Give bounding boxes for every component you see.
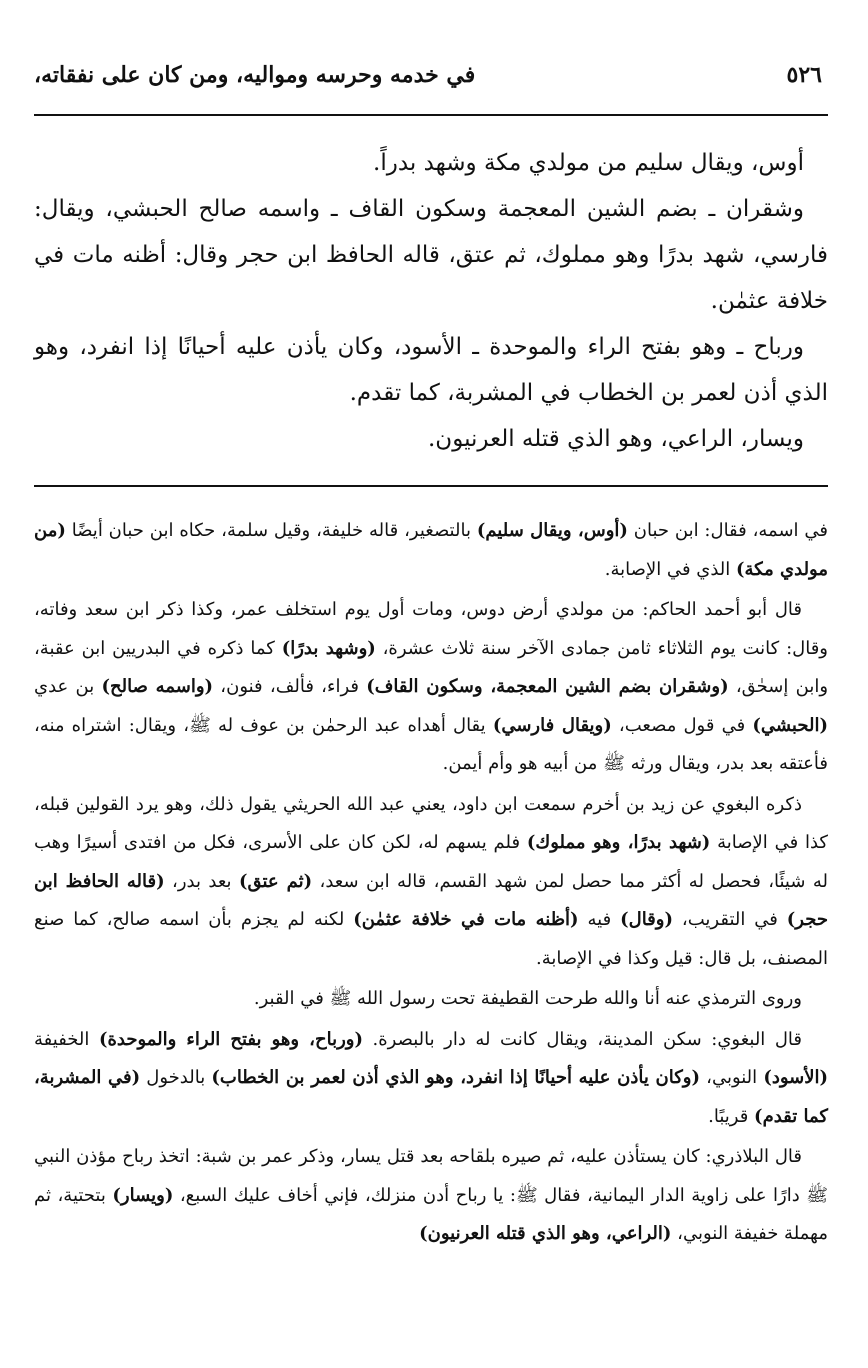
quoted-phrase: (الراعي، وهو الذي قتله العرنيون) [419,1223,672,1244]
quoted-phrase: (الحبشي) [752,714,828,736]
commentary-paragraph [34,980,828,1019]
commentary-paragraph [34,591,828,784]
quoted-phrase: (وشقران بضم الشين المعجمة، وسكون القاف) [366,676,729,697]
quoted-phrase: (ورباح، وهو بفتح الراء والموحدة) [98,1028,363,1050]
commentary-text: فراء، فألف، فنون، [213,676,367,697]
quoted-phrase: (ثم عتق) [238,870,313,892]
commentary [34,512,828,1256]
commentary-text: بالدخول [140,1067,212,1088]
commentary-text: في التقريب، [673,909,787,930]
commentary-text: يقال أهداه عبد الرحمٰن بن عوف له ﷺ، ويقال: اشتراه منه، فأعتقه بعد بدر، ويقال ورثه ﷺ من أبيه هو وأم أيمن. [34,714,828,774]
commentary-text: قال البلاذري: كان يستأذن عليه، ثم صيره بلقاحه بعد قتل يسار، وذكر عمر بن شبة: اتخذ رباح مؤذن النبي ﷺ دارًا على زاوية الدار اليمانية، فقال ﷺ: يا رباح أدن منزلك، فإني أخاف عليك السبع، [34,1146,828,1206]
commentary-text: بن عدي [34,676,102,697]
quoted-phrase: (واسمه صالح) [101,676,214,697]
quoted-phrase: (ويقال فارسي) [492,714,612,736]
quoted-phrase: (من مولدي مكة) [34,520,828,580]
commentary-text: كما ذكره في البدريين ابن عقبة، وابن إسحٰق، [34,637,829,697]
commentary-text: فلم يسهم له، لكن كان على الأسرى، فكل من افتدى أسيرًا وهب له شيئًا، فحصل له أكثر مما حصل لمن شهد القسم، قاله ابن سعد، [34,832,828,892]
book-page [34,0,828,1368]
quoted-phrase: (في المشربة، كما تقدم) [34,1067,828,1127]
main-paragraph: أوس، ويقال سليم من مولدي مكة وشهد بدراً. [373,150,804,176]
main-paragraph: ويسار، الراعي، وهو الذي قتله العرنيون. [428,426,804,452]
quoted-phrase: (وكان يأذن عليه أحيانًا إذا انفرد، وهو الذي أذن لعمر بن الخطاب) [211,1067,700,1088]
commentary-paragraph [34,512,828,589]
quoted-phrase: (أظنه مات في خلافة عثمٰن) [353,909,579,930]
commentary-text: في قول مصعب، [611,714,753,736]
commentary-text: بتحتية، ثم مهملة خفيفة النوبي، [34,1184,828,1244]
quoted-phrase: (الأسود) [763,1067,829,1088]
commentary-text: قال البغوي: سكن المدينة، ويقال كانت له دار بالبصرة. [363,1028,802,1050]
quoted-phrase: (ويسار) [112,1184,174,1206]
quoted-phrase: (شهد بدرًا، وهو مملوك) [526,832,711,853]
quoted-phrase: (وقال) [620,909,673,930]
commentary-text: لكنه لم يجزم بأن اسمه صالح، كما صنع المصنف، بل قال: قيل وكذا في الإصابة. [34,909,828,969]
main-paragraph: ورباح ـ وهو بفتح الراء والموحدة ـ الأسود، وكان يأذن عليه أحيانًا إذا انفرد، وهو الذي أذن لعمر بن الخطاب في المشربة، كما تقدم. [34,334,828,406]
running-title: في خدمه وحرسه ومواليه، ومن كان على نفقاته، [34,62,476,88]
commentary-text: بعد بدر، [164,870,239,892]
commentary-text: فيه [578,909,621,930]
quoted-phrase: (قاله الحافظ ابن حجر) [34,870,828,930]
commentary-text: الذي في الإصابة. [604,558,737,580]
commentary-text: بالتصغير، قاله خليفة، وقيل سلمة، حكاه ابن حبان أيضًا [65,520,477,541]
main-paragraph: وشقران ـ بضم الشين المعجمة وسكون القاف ـ واسمه صالح الحبشي، ويقال: فارسي، شهد بدرًا وهو مملوك، ثم عتق، قاله الحافظ ابن حجر وقال: أظنه مات في خلافة عثمٰن. [34,196,828,314]
commentary-text: النوبي، [700,1067,764,1088]
commentary-paragraph [34,786,828,979]
commentary-text: في اسمه، فقال: ابن حبان [627,520,828,541]
main-text [34,140,828,462]
commentary-paragraph [34,1138,828,1254]
commentary-paragraph [34,1021,828,1137]
commentary-text: الخفيفة [34,1028,99,1050]
commentary-divider [34,485,828,487]
commentary-text: قال أبو أحمد الحاكم: من مولدي أرض دوس، ومات أول يوم استخلف عمر، وكذا ذكر ابن سعد وفاته، وقال: كانت يوم الثلاثاء ثامن جمادى الآخر سنة ثلاث عشرة، [34,599,828,659]
commentary-text: قريبًا. [708,1105,755,1127]
quoted-phrase: (أوس، ويقال سليم) [476,520,628,541]
page-number: ٥٢٦ [786,62,822,88]
header-divider [34,114,828,116]
quoted-phrase: (وشهد بدرًا) [281,637,376,659]
page-header [34,62,828,108]
commentary-text: وروى الترمذي عنه أنا والله طرحت القطيفة تحت رسول الله ﷺ في القبر. [253,988,802,1009]
commentary-text: ذكره البغوي عن زيد بن أخرم سمعت ابن داود، يعني عبد الله الحريثي يقول ذلك، وهو يرد القولين قبله، كذا في الإصابة [34,793,828,853]
